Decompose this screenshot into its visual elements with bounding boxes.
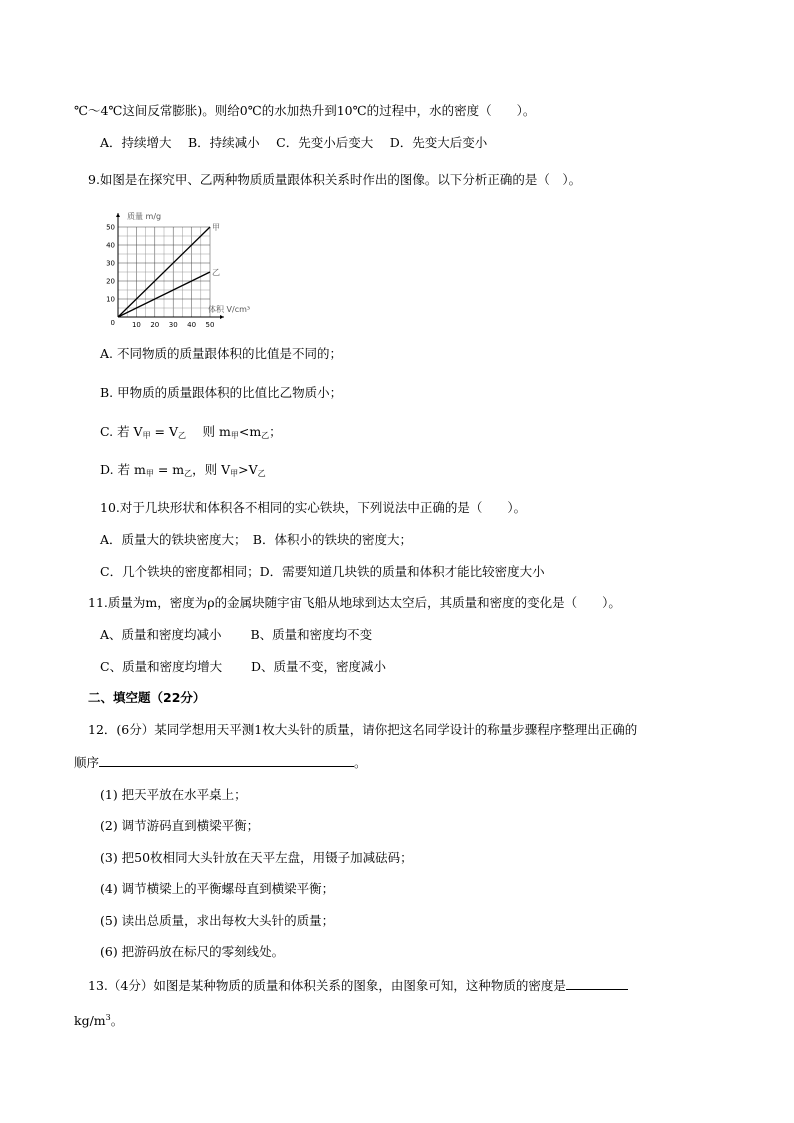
y-axis-label: 质量 m/g	[127, 212, 162, 221]
q12-stem: 12．(6分）某同学想用天平测1枚大头针的质量，请你把这名同学设计的称量步骤程序整理出正确的	[88, 722, 638, 737]
q9-option-b: B. 甲物质的质量跟体积的比值比乙物质小；	[100, 385, 343, 400]
q8-options: A．持续增大 B．持续减小 C．先变小后变大 D．先变大后变小	[100, 135, 488, 150]
q12-step-5: (5) 读出总质量，求出每枚大头针的质量；	[100, 913, 335, 928]
q12-step-4: (4) 调节横梁上的平衡螺母直到横梁平衡；	[100, 881, 335, 896]
x-tick-label: 10	[131, 321, 141, 329]
q9-option-d: D. 若 $m_甲 = m_乙$，则 $V_甲>V_乙$	[100, 462, 266, 478]
q9-stem: 9.如图是在探究甲、乙两种物质质量跟体积关系时作出的图像。以下分析正确的是（ ）。	[88, 172, 582, 187]
x-axis-label: 体积 V/cm³	[208, 305, 251, 314]
q12-answer-blank[interactable]	[99, 754, 354, 767]
y-tick-label: 10	[106, 295, 115, 304]
x-tick-label: 40	[187, 321, 197, 329]
y-tick-label: 50	[106, 223, 115, 232]
q11-stem: 11.质量为m，密度为ρ的金属块随宇宙飞船从地球到达太空后，其质量和密度的变化是（ ）。	[88, 595, 621, 610]
x-tick-label: 20	[150, 321, 160, 329]
y-axis-arrow-icon	[116, 213, 120, 217]
q10-options-cd: C．几个铁块的密度都相同；D．需要知道几块铁的质量和体积才能比较密度大小	[100, 564, 545, 579]
y-tick-label: 40	[106, 241, 115, 250]
origin-label: 0	[110, 319, 115, 327]
x-axis-arrow-icon	[220, 315, 224, 319]
q9-option-a: A. 不同物质的质量跟体积的比值是不同的；	[100, 346, 342, 361]
mass-volume-chart	[100, 205, 280, 330]
q12-step-3: (3) 把50枚相同大头针放在天平左盘，用镊子加减砝码；	[100, 850, 413, 865]
x-tick-label: 50	[205, 321, 215, 329]
series-label-1: 甲	[212, 223, 220, 232]
x-tick-label: 30	[168, 321, 178, 329]
q12-stem-line2: 顺序 。	[74, 755, 367, 770]
series-label-2: 乙	[212, 268, 220, 277]
q13-unit: $kg/m^3$。	[74, 1013, 124, 1028]
section-2-title: 二、填空题（22分）	[88, 690, 206, 705]
q8-tail: ℃～4℃这间反常膨胀)。则给0℃的水加热升到10℃的过程中，水的密度（ ）。	[74, 103, 536, 118]
y-tick-label: 30	[106, 259, 115, 268]
q9-option-c: C. 若 $V_甲 = V_乙$ 则 $m_甲<m_乙$；	[100, 424, 282, 440]
q10-stem: 10.对于几块形状和体积各不相同的实心铁块，下列说法中正确的是（ ）。	[100, 500, 527, 515]
q11-options-ab: A、质量和密度均减小 B、质量和密度均不变	[100, 627, 373, 642]
q10-options-ab: A．质量大的铁块密度大； B．体积小的铁块的密度大；	[100, 532, 412, 547]
q13-stem: 13.（4分）如图是某种物质的质量和体积关系的图象，由图象可知，这种物质的密度是	[88, 977, 628, 994]
q12-step-2: (2) 调节游码直到横梁平衡；	[100, 818, 260, 833]
y-tick-label: 20	[106, 277, 115, 286]
q12-step-6: (6) 把游码放在标尺的零刻线处。	[100, 944, 285, 959]
q13-answer-blank[interactable]	[566, 977, 628, 990]
q11-options-cd: C、质量和密度均增大 D、质量不变，密度减小	[100, 659, 387, 674]
q12-step-1: (1) 把天平放在水平桌上；	[100, 787, 247, 802]
